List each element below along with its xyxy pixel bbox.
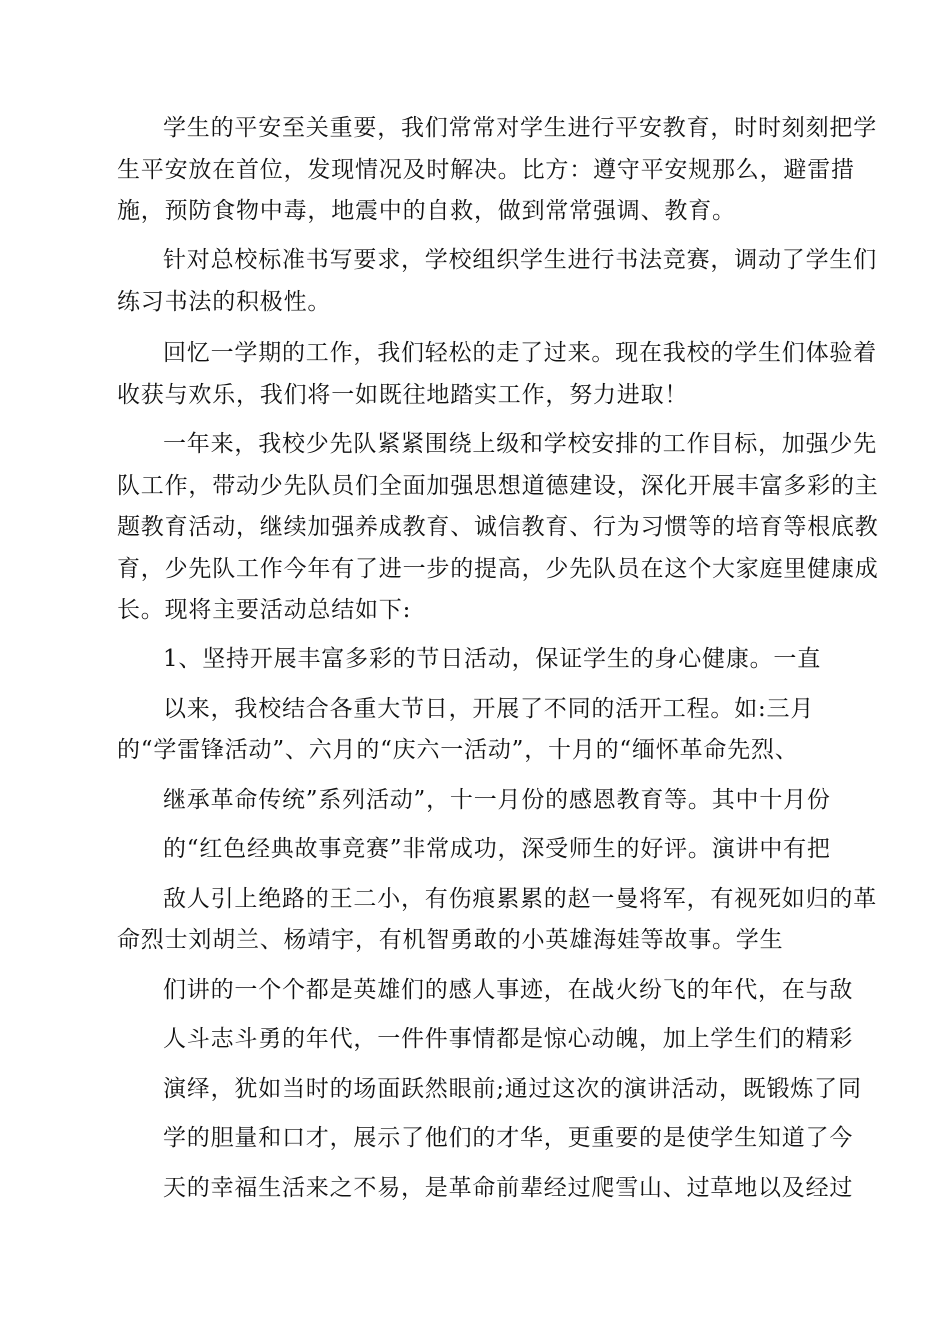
text-line: 们讲的一个个都是英雄们的感人事迹，在战火纷飞的年代，在与敌 — [163, 977, 854, 1003]
text-line: 学生的平安至关重要，我们常常对学生进行平安教育，时时刻刻把学 — [163, 115, 877, 141]
text-line: 队工作，带动少先队员们全面加强思想道德建设，深化开展丰富多彩的主 — [117, 473, 879, 499]
text-line: 收获与欢乐，我们将一如既往地踏实工作，努力进取！ — [117, 382, 689, 408]
text-line: 命烈士刘胡兰、杨靖宇，有机智勇敢的小英雄海娃等故事。学生 — [117, 927, 784, 953]
text-line: 一年来，我校少先队紧紧围绕上级和学校安排的工作目标，加强少先 — [163, 431, 877, 457]
text-line: 针对总校标准书写要求，学校组织学生进行书法竞赛，调动了学生们 — [163, 247, 877, 273]
text-line: 回忆一学期的工作，我们轻松的走了过来。现在我校的学生们体验着 — [163, 340, 877, 366]
text-line: 施，预防食物中毒，地震中的自救，做到常常强调、教育。 — [117, 198, 736, 224]
text-line: 育，少先队工作今年有了进一步的提高，少先队员在这个大家庭里健康成 — [117, 556, 879, 582]
text-line: 演绎，犹如当时的场面跃然眼前;通过这次的演讲活动，既锻炼了同 — [163, 1076, 862, 1102]
text-line: 练习书法的积极性。 — [117, 289, 332, 315]
text-line: 的“红色经典故事竞赛”非常成功，深受师生的好评。演讲中有把 — [163, 836, 831, 862]
text-line: 以来，我校结合各重大节日，开展了不同的活开工程。如:三月 — [163, 696, 815, 722]
text-line: 1、坚持开展丰富多彩的节日活动，保证学生的身心健康。一直 — [163, 646, 822, 672]
text-line: 的“学雷锋活动”、六月的“庆六一活动”，十月的“缅怀革命先烈、 — [117, 737, 799, 763]
text-line: 敌人引上绝路的王二小，有伤痕累累的赵一曼将军，有视死如归的革 — [163, 886, 877, 912]
text-line: 长。现将主要活动总结如下: — [117, 597, 412, 623]
text-line: 学的胆量和口才，展示了他们的才华，更重要的是使学生知道了今 — [163, 1125, 854, 1151]
text-line: 天的幸福生活来之不易，是革命前辈经过爬雪山、过草地以及经过 — [163, 1175, 854, 1201]
text-line: 继承革命传统”系列活动”，十一月份的感恩教育等。其中十月份 — [163, 787, 831, 813]
text-line: 题教育活动，继续加强养成教育、诚信教育、行为习惯等的培育等根底教 — [117, 514, 879, 540]
text-line: 人斗志斗勇的年代，一件件事情都是惊心动魄，加上学生们的精彩 — [163, 1026, 854, 1052]
text-line: 生平安放在首位，发现情况及时解决。比方：遵守平安规那么，避雷措 — [117, 157, 855, 183]
